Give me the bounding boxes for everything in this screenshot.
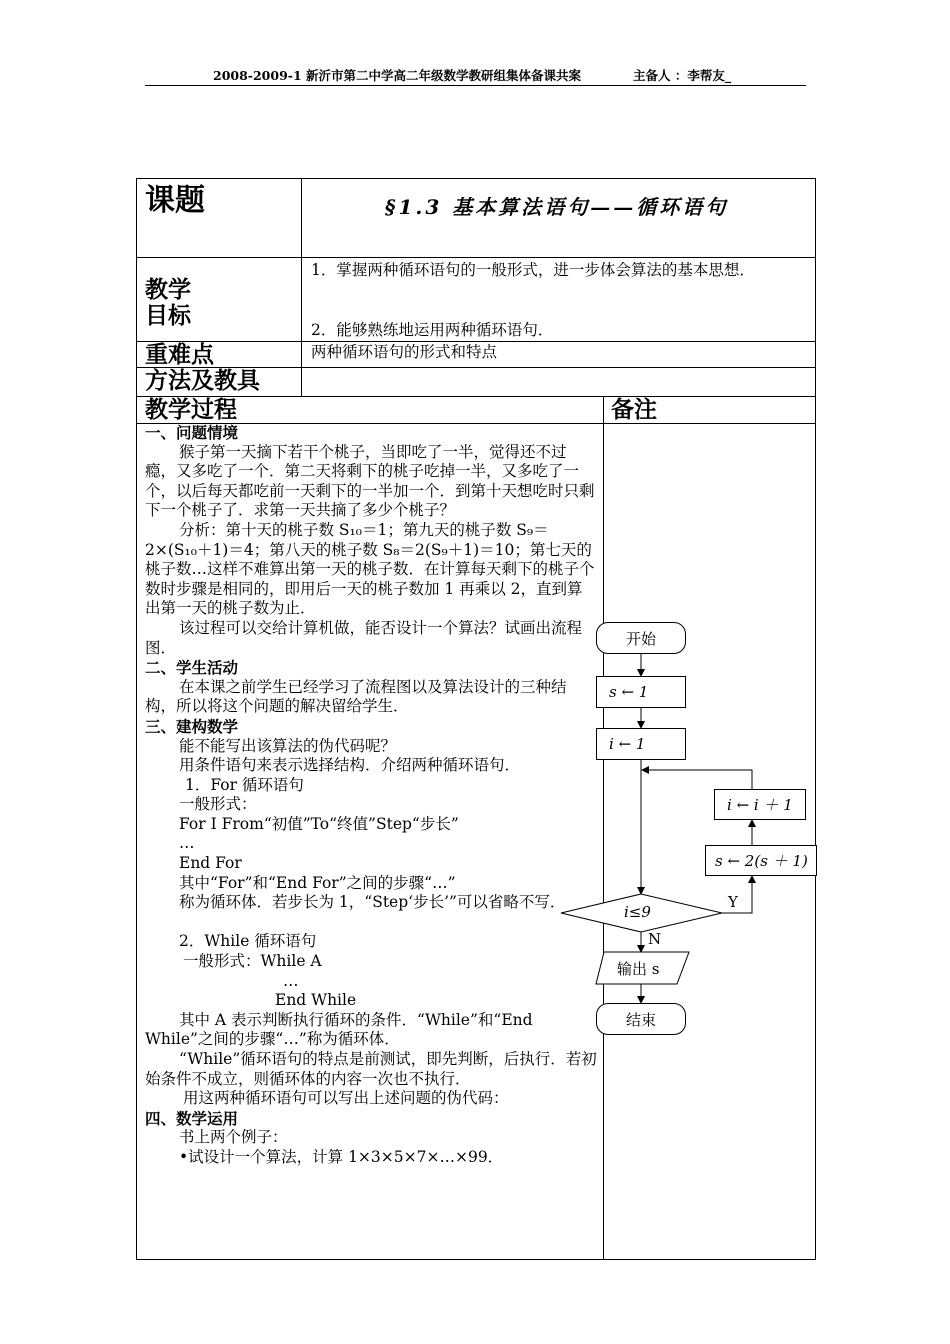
yes-label: Y bbox=[728, 893, 738, 911]
paragraph: 在本课之前学生已经学习了流程图以及算法设计的三种结构，所以将这个问题的解决留给学生． bbox=[145, 677, 567, 716]
condition-label: i≤9 bbox=[624, 903, 651, 921]
topic-label: 课题 bbox=[145, 183, 205, 218]
section-heading: 四、数学运用 bbox=[145, 1108, 239, 1128]
header-title: 2008-2009-1 新沂市第二中学高二年级数学教研组集体备课共案 bbox=[213, 68, 582, 83]
code-line: 一般形式：While A bbox=[183, 952, 322, 971]
text-line: 称为循环体．若步长为 1，“Step‘步长’”可以省略不写． bbox=[179, 893, 566, 912]
text-line: 书上两个例子： bbox=[179, 1128, 288, 1147]
code-line: … bbox=[179, 834, 195, 853]
key-points: 两种循环语句的形式和特点 bbox=[311, 343, 498, 361]
init-s-node bbox=[596, 676, 686, 708]
output-label: 输出 s bbox=[617, 960, 660, 978]
goals-label-line2: 目标 bbox=[145, 303, 191, 329]
key-points-label: 重难点 bbox=[145, 342, 214, 368]
update-s-node bbox=[705, 845, 817, 876]
goals-label-line1: 教学 bbox=[145, 277, 191, 303]
methods-label: 方法及教具 bbox=[145, 368, 260, 394]
update-i-label: i ← i ＋ 1 bbox=[727, 796, 793, 814]
goal-1: 1．掌握两种循环语句的一般形式，进一步体会算法的基本思想． bbox=[311, 261, 755, 279]
init-i-label: i ← 1 bbox=[609, 735, 646, 753]
lesson-title: §1.3 基本算法语句——循环语句 bbox=[385, 195, 729, 219]
header-author: 主备人 ：李帮友_ bbox=[633, 68, 732, 83]
code-line: For I From“初值”To“终值”Step“步长” bbox=[179, 814, 459, 833]
start-node bbox=[596, 622, 686, 654]
init-s-label: s ← 1 bbox=[609, 683, 649, 701]
update-i-node bbox=[714, 789, 806, 820]
section-heading: 一、问题情境 bbox=[145, 423, 239, 442]
process-label: 教学过程 bbox=[145, 397, 237, 423]
text-line: 用条件语句来表示选择结构．介绍两种循环语句． bbox=[179, 756, 521, 775]
text-line: 1．For 循环语句 bbox=[185, 775, 304, 794]
text-line: 能不能写出该算法的伪代码呢？ bbox=[179, 736, 397, 755]
text-line: 其中“For”和“End For”之间的步骤“…” bbox=[179, 873, 456, 892]
paragraph: 其中 A 表示判断执行循环的条件．“While”和“End While”之间的步骤“…”称为循环体． bbox=[145, 1010, 533, 1049]
text-line: 2．While 循环语句 bbox=[179, 932, 317, 951]
text-line: 用这两种循环语句可以写出上述问题的伪代码： bbox=[183, 1089, 509, 1108]
code-line: End For bbox=[179, 854, 242, 873]
init-i-node bbox=[596, 728, 686, 760]
section-heading: 二、学生活动 bbox=[145, 658, 239, 678]
start-label: 开始 bbox=[625, 629, 656, 648]
update-s-label: s ← 2(s ＋ 1) bbox=[715, 852, 808, 870]
text-line: 一般形式： bbox=[179, 795, 257, 814]
paragraph: “While”循环语句的特点是前测试，即先判断，后执行．若初始条件不成立，则循环体的内容一次也不执行． bbox=[145, 1050, 597, 1088]
code-line: End While bbox=[275, 991, 357, 1010]
paragraph: 分析：第十天的桃子数 S₁₀＝1；第九天的桃子数 S₉＝2×(S₁₀＋1)＝4；第八天的桃子数 S₈＝2(S₉＋1)＝10；第七天的桃子数…这样不难算出第一天的桃子数．在计算每天剩下的桃子个数时步骤是相同的，即用后一天的桃子数加 1 再乘以 2，直到算出第一天的桃子数为止． bbox=[145, 520, 595, 618]
no-label: N bbox=[648, 930, 662, 948]
text-line: •试设计一个算法，计算 1×3×5×7×…×99． bbox=[179, 1147, 504, 1166]
paragraph: 猴子第一天摘下若干个桃子，当即吃了一半，觉得还不过瘾，又多吃了一个．第二天将剩下的桃子吃掉一半，又多吃了一个，以后每天都吃前一天剩下的一半加一个．到第十天想吃时只剩下一个桃子了．求第一天共摘了多少个桃子？ bbox=[145, 442, 595, 520]
loop-back-arrow bbox=[642, 770, 752, 789]
end-label: 结束 bbox=[625, 1010, 656, 1029]
section-heading: 三、建构数学 bbox=[145, 716, 239, 736]
notes-label: 备注 bbox=[611, 397, 657, 423]
code-line: … bbox=[283, 971, 299, 990]
goal-2: 2．能够熟练地运用两种循环语句． bbox=[311, 321, 554, 339]
end-node bbox=[596, 1003, 686, 1035]
paragraph: 该过程可以交给计算机做，能否设计一个算法？试画出流程图． bbox=[145, 618, 583, 657]
